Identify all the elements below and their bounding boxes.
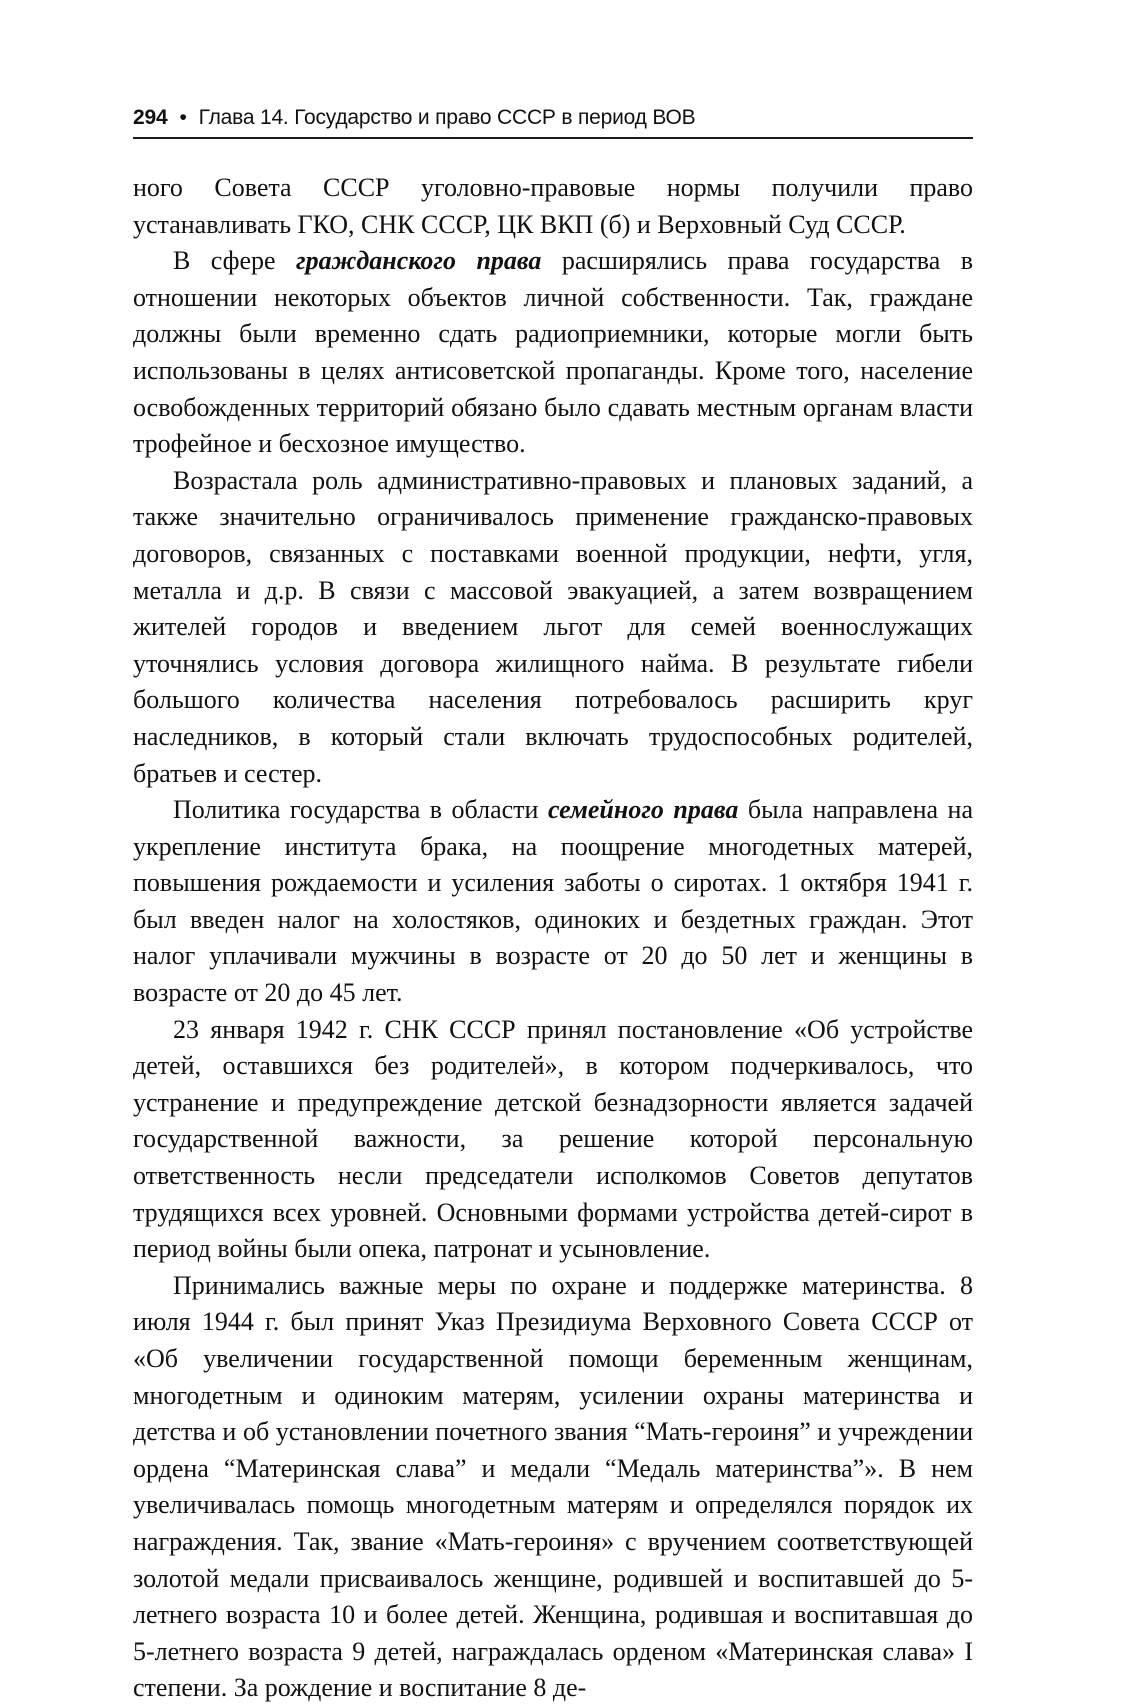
paragraph-4-rest: была направлена на укрепление института брака, на поощрение многодетных матерей, повышения рождаемости и усиления заботы о сиротах. 1 октября 1941 г. был введен налог на холостяков, одиноких и бездетных граждан. Этот налог уплачивали мужчины в возрасте от 20 до 50 лет и женщины в возрасте от 20 до 45 лет. [133,795,973,1008]
running-head [133,104,973,139]
paragraph-1: ного Совета СССР уголовно-правовые нормы получили право устанавливать ГКО, СНК СССР, ЦК ВКП (б) и Верховный Суд СССР. [133,173,973,239]
chapter-title: Глава 14. Государство и право СССР в период ВОВ [198,106,696,129]
header-separator: • [179,106,187,129]
page-number: 294 [133,106,168,129]
paragraph-4 [133,792,973,1012]
body-text [133,170,973,1707]
paragraph-3: Возрастала роль административно-правовых и плановых заданий, а также значительно ограничивалось применение гражданско-правовых договоров, связанных с поставками военной продукции, нефти, угля, металла и д.р. В связи с массовой эвакуацией, а затем возвращением жителей городов и введением льгот для семей военнослужащих уточнялись условия договора жилищного найма. В результате гибели большого количества населения потребовалось расширить круг наследников, в который стали включать трудоспособных родителей, братьев и сестер. [133,465,973,788]
paragraph-2 [133,243,973,463]
paragraph-4-lead: Политика государства в области [173,795,548,825]
paragraph-2-lead: В сфере [173,246,297,276]
paragraph-2-rest: расширялись права государства в отношении некоторых объектов личной собственности. Так, граждане должны были временно сдать радиоприемники, которые могли быть использованы в целях антисоветской пропаганды. Кроме того, население освобожденных территорий обязано было сдавать местным органам власти трофейное и бесхозное имущество. [133,246,973,459]
paragraph-5: 23 января 1942 г. СНК СССР принял постановление «Об устройстве детей, оставшихся без родителей», в котором подчеркивалось, что устранение и предупреждение детской безнадзорности является задачей государственной важности, за решение которой персональную ответственность несли председатели исполкомов Советов депутатов трудящихся всех уровней. Основными формами устройства детей-сирот в период войны были опека, патронат и усыновление. [133,1014,973,1264]
book-page [133,104,973,1707]
term-family-law: семейного права [547,795,739,825]
term-civil-law: гражданского права [296,246,542,276]
paragraph-6: Принимались важные меры по охране и поддержке материнства. 8 июля 1944 г. был принят Указ Президиума Верховного Совета СССР от «Об увеличении государственной помощи беременным женщинам, многодетным и одиноким матерям, усилении охраны материнства и детства и об установлении почетного звания “Мать-героиня” и учреждении ордена “Материнская слава” и медали “Медаль материнства”». В нем увеличивалась помощь многодетным матерям и определялся порядок их награждения. Так, звание «Мать-героиня» с вручением соответствующей золотой медали присваивалось женщине, родившей и воспитавшей до 5-летнего возраста 10 и более детей. Женщина, родившая и воспитавшая до 5-летнего возраста 9 детей, награждалась орденом «Материнская слава» I степени. За рождение и воспитание 8 де- [133,1270,973,1703]
